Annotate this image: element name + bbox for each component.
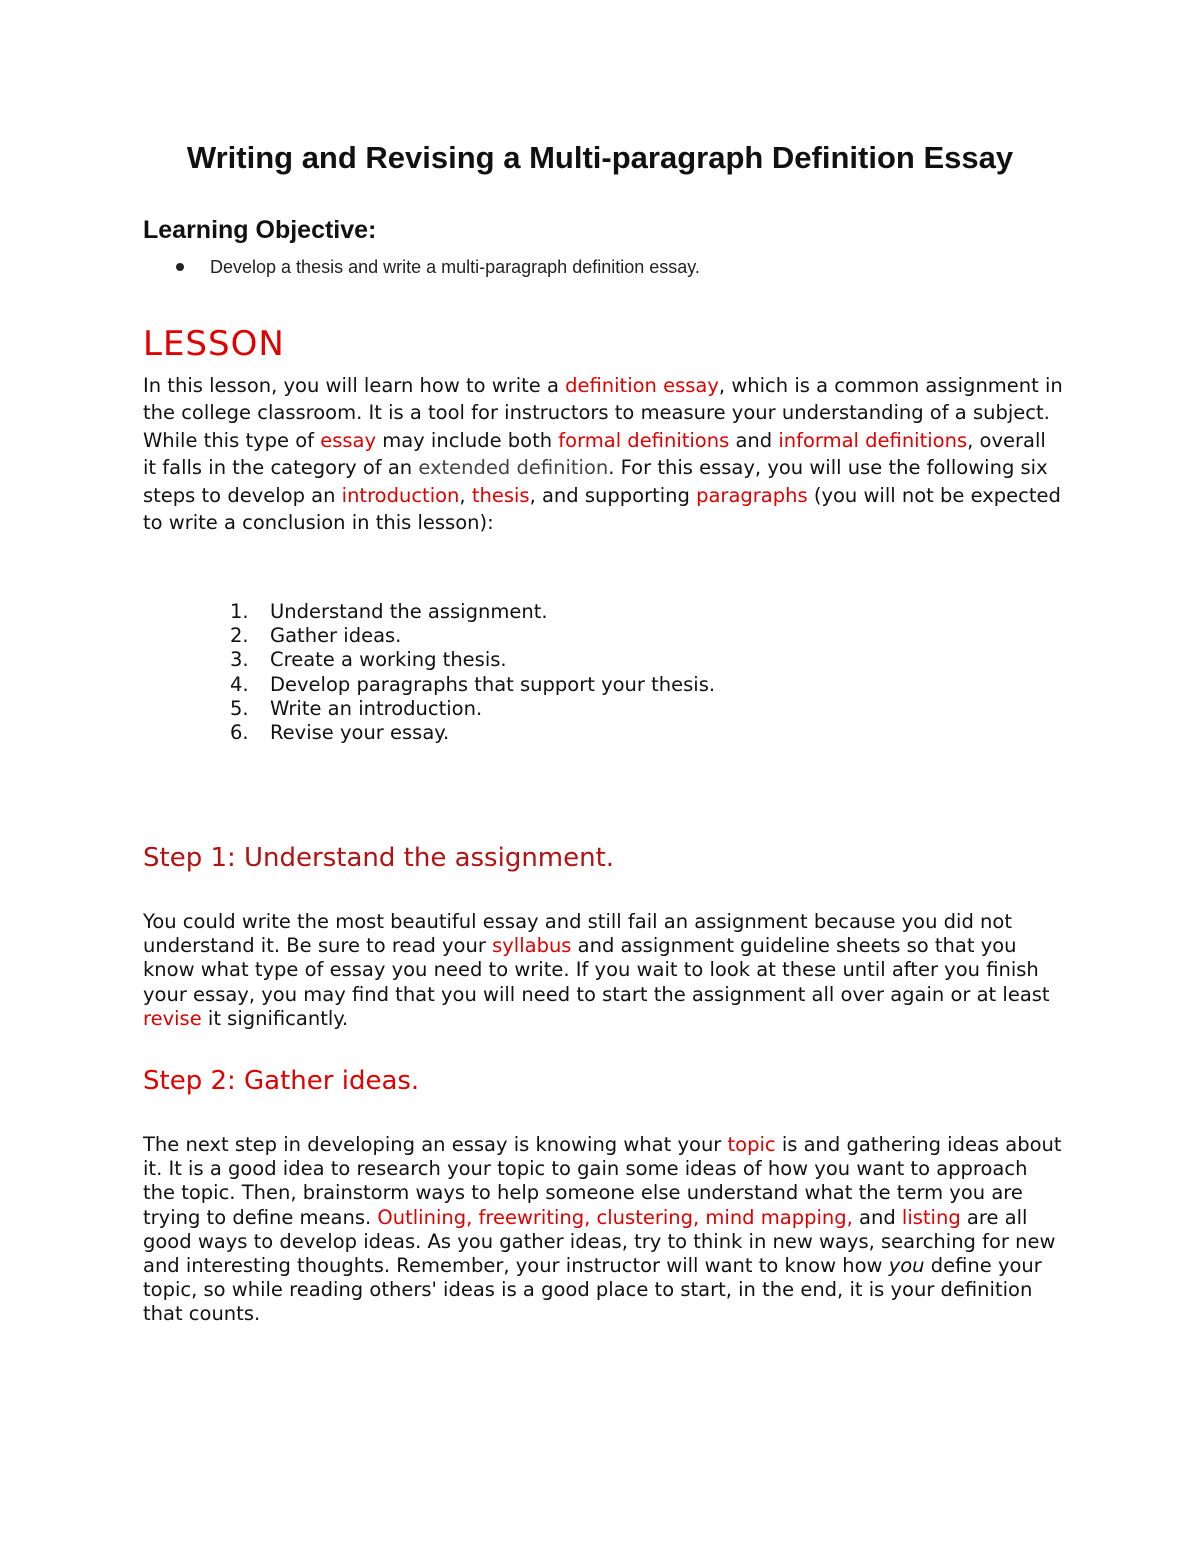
lesson-intro-paragraph — [143, 372, 1063, 536]
text-run: , which is a common assignment in the college classroom. It is a tool for instructors to measure your understanding of a subject. While this type of — [143, 374, 1063, 452]
text-run: and assignment guideline sheets so that you know what type of essay you need to write. If you wait to look at these until after you finish your essay, you may find that you will need to start the assignment all over again or at least — [143, 934, 1050, 1006]
text-run: are all good ways to develop ideas. As you gather ideas, try to think in new ways, searching for new and interesting thoughts. Remember, your instructor will want to know how — [143, 1205, 1056, 1278]
text-run: may include both — [376, 428, 559, 452]
lesson-heading: LESSON — [143, 324, 285, 364]
step-number: 2. — [230, 624, 249, 648]
text-run: (you will not be expected to write a conclusion in this lesson): — [143, 483, 1061, 535]
text-run: it significantly. — [201, 1006, 349, 1030]
step-text: Understand the assignment. — [270, 600, 548, 623]
step-text: Create a working thesis. — [270, 648, 507, 672]
list-item — [230, 721, 715, 745]
step1-heading: Step 1: Understand the assignment. — [143, 843, 615, 873]
learning-objective-list — [170, 255, 700, 279]
linked-term: topic — [727, 1133, 776, 1156]
linked-term: formal definitions — [558, 428, 730, 452]
step-number: 3. — [230, 648, 249, 672]
linked-term: definition essay — [565, 374, 719, 397]
step-text: Develop paragraphs that support your thesis. — [270, 672, 716, 696]
list-item — [230, 624, 715, 648]
step-text: Write an introduction. — [270, 696, 483, 720]
step1-paragraph — [143, 910, 1063, 1031]
step-text: Revise your essay. — [270, 721, 450, 745]
gray-term: extended definition — [418, 456, 609, 480]
linked-term: Outlining, freewriting, clustering, mind mapping, — [377, 1205, 853, 1229]
step-text: Gather ideas. — [270, 624, 402, 648]
step-number: 5. — [230, 696, 249, 720]
linked-term: informal definitions — [778, 428, 968, 452]
text-run: and — [852, 1205, 902, 1229]
learning-objective-heading: Learning Objective: — [143, 216, 377, 244]
text-run: . For this essay, you will use the following six steps to develop an — [143, 456, 1048, 507]
text-run: you — [888, 1254, 925, 1278]
list-item — [230, 697, 715, 721]
linked-term: paragraphs — [696, 483, 808, 507]
text-run: is and gathering ideas about it. It is a good idea to research your topic to gain some ideas of how you want to approach the topic. Then, brainstorm ways to help someone else understand what the term you are trying to define means. — [143, 1133, 1062, 1229]
step-number: 4. — [230, 672, 249, 696]
linked-term: listing — [901, 1205, 961, 1229]
objective-text: Develop a thesis and write a multi-paragraph definition essay. — [210, 257, 700, 277]
text-run: and — [729, 428, 779, 452]
text-run: , — [459, 483, 472, 507]
steps-list — [230, 600, 715, 745]
step2-paragraph — [143, 1133, 1063, 1327]
step2-heading: Step 2: Gather ideas. — [143, 1066, 420, 1096]
text-run: You could write the most beautiful essay and still fail an assignment because you did not understand it. Be sure to read your — [143, 910, 1012, 958]
text-run: , overall it falls in the category of an — [143, 428, 1046, 480]
bullet-icon — [176, 263, 184, 271]
linked-term: revise — [143, 1006, 202, 1030]
text-run: In this lesson, you will learn how to write a — [143, 374, 566, 397]
list-item — [170, 255, 700, 279]
linked-term: syllabus — [492, 934, 572, 958]
list-item — [230, 673, 715, 697]
list-item — [230, 600, 715, 624]
step-number: 1. — [230, 600, 249, 623]
linked-term: introduction — [341, 483, 460, 507]
text-run: The next step in developing an essay is knowing what your — [143, 1133, 728, 1156]
document-title: Writing and Revising a Multi-paragraph Definition Essay — [186, 140, 1014, 175]
text-run: define your topic, so while reading others' ideas is a good place to start, in the end, it is your definition that counts. — [143, 1254, 1042, 1326]
linked-term: essay — [320, 428, 377, 452]
linked-term: thesis — [471, 483, 530, 507]
text-run: , and supporting — [529, 483, 697, 507]
step-number: 6. — [230, 721, 249, 745]
list-item — [230, 648, 715, 672]
